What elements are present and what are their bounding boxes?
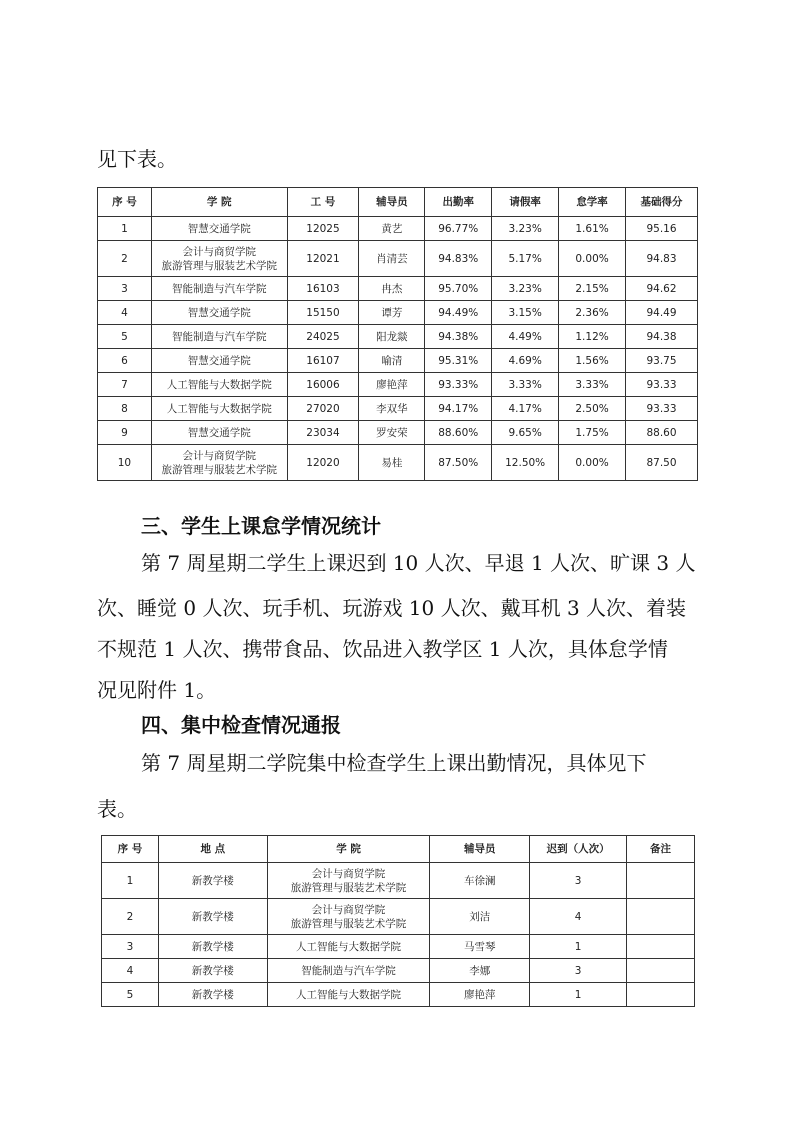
- row-score: 93.75: [626, 349, 698, 373]
- row-late: 3: [530, 959, 627, 983]
- row-late: 4: [530, 899, 627, 935]
- row-attendance: 96.77%: [425, 217, 492, 241]
- row-no: 5: [98, 325, 152, 349]
- row-attendance: 95.31%: [425, 349, 492, 373]
- table-row: [98, 373, 698, 397]
- row-truancy: 0.00%: [559, 445, 626, 481]
- row-college: [151, 373, 287, 397]
- row-college-line: 旅游管理与服装艺术学院: [161, 259, 277, 272]
- section4-heading: 四、集中检查情况通报: [141, 713, 341, 737]
- col-header-leave: 请假率: [492, 188, 559, 217]
- row-attendance: 94.38%: [425, 325, 492, 349]
- col-header-id: 工 号: [287, 188, 359, 217]
- row-college-line: 智慧交通学院: [187, 222, 251, 235]
- table-row: [98, 397, 698, 421]
- section3-line-2: 次、睡觉 0 人次、玩手机、玩游戏 10 人次、戴耳机 3 人次、着装: [97, 596, 687, 620]
- row-score: 94.62: [626, 277, 698, 301]
- row-id: 12020: [287, 445, 359, 481]
- row-id: 16107: [287, 349, 359, 373]
- section3-line-1: 第 7 周星期二学生上课迟到 10 人次、早退 1 人次、旷课 3 人: [141, 551, 696, 575]
- table-row: [102, 899, 695, 935]
- row-no: 7: [98, 373, 152, 397]
- row-college: [151, 301, 287, 325]
- row-counselor: 李双华: [359, 397, 425, 421]
- row-counselor: 冉杰: [359, 277, 425, 301]
- table-row: [98, 349, 698, 373]
- row-college-line: 人工智能与大数据学院: [166, 402, 272, 415]
- row-no: 1: [102, 863, 159, 899]
- row-counselor: 马雪琴: [430, 935, 530, 959]
- col-header-college: 学 院: [151, 188, 287, 217]
- row-attendance: 94.83%: [425, 241, 492, 277]
- row-no: 4: [102, 959, 159, 983]
- row-truancy: 1.12%: [559, 325, 626, 349]
- row-college-line: 人工智能与大数据学院: [166, 378, 272, 391]
- row-late: 1: [530, 935, 627, 959]
- row-truancy: 2.50%: [559, 397, 626, 421]
- section3-heading: 三、学生上课怠学情况统计: [141, 514, 381, 538]
- row-college: [151, 217, 287, 241]
- row-leave: 3.15%: [492, 301, 559, 325]
- row-truancy: 1.61%: [559, 217, 626, 241]
- row-counselor: 谭芳: [359, 301, 425, 325]
- row-college-line: 会计与商贸学院: [311, 867, 386, 880]
- row-college-line: 旅游管理与服装艺术学院: [290, 881, 407, 894]
- table-row: [102, 863, 695, 899]
- row-college: [267, 935, 430, 959]
- row-counselor: 罗安荣: [359, 421, 425, 445]
- row-leave: 3.33%: [492, 373, 559, 397]
- row-id: 16103: [287, 277, 359, 301]
- table-row: [102, 959, 695, 983]
- row-no: 9: [98, 421, 152, 445]
- row-attendance: 93.33%: [425, 373, 492, 397]
- row-counselor: 肖清芸: [359, 241, 425, 277]
- row-id: 15150: [287, 301, 359, 325]
- row-leave: 4.17%: [492, 397, 559, 421]
- col-header-score: 基础得分: [626, 188, 698, 217]
- row-location: 新教学楼: [158, 959, 267, 983]
- row-truancy: 1.75%: [559, 421, 626, 445]
- row-no: 8: [98, 397, 152, 421]
- row-college: [267, 899, 430, 935]
- row-counselor: 黄艺: [359, 217, 425, 241]
- col-header-counselor: 辅导员: [359, 188, 425, 217]
- row-score: 87.50: [626, 445, 698, 481]
- row-truancy: 1.56%: [559, 349, 626, 373]
- row-location: 新教学楼: [158, 983, 267, 1007]
- row-id: 27020: [287, 397, 359, 421]
- row-college: [267, 863, 430, 899]
- row-leave: 4.49%: [492, 325, 559, 349]
- row-college-line: 智慧交通学院: [187, 426, 251, 439]
- row-score: 95.16: [626, 217, 698, 241]
- row-counselor: 刘洁: [430, 899, 530, 935]
- row-late: 1: [530, 983, 627, 1007]
- row-no: 2: [102, 899, 159, 935]
- row-truancy: 2.36%: [559, 301, 626, 325]
- row-college: [151, 241, 287, 277]
- row-truancy: 3.33%: [559, 373, 626, 397]
- section3-line-4: 况见附件 1。: [97, 678, 217, 702]
- row-location: 新教学楼: [158, 863, 267, 899]
- row-no: 1: [98, 217, 152, 241]
- row-score: 93.33: [626, 373, 698, 397]
- row-college: [151, 325, 287, 349]
- row-score: 94.49: [626, 301, 698, 325]
- row-score: 94.83: [626, 241, 698, 277]
- row-counselor: 喻清: [359, 349, 425, 373]
- row-college-line: 智能制造与汽车学院: [301, 964, 396, 977]
- row-attendance: 95.70%: [425, 277, 492, 301]
- row-counselor: 廖艳萍: [430, 983, 530, 1007]
- row-id: 24025: [287, 325, 359, 349]
- table-row: [98, 217, 698, 241]
- row-no: 6: [98, 349, 152, 373]
- row-counselor: 廖艳萍: [359, 373, 425, 397]
- row-no: 3: [102, 935, 159, 959]
- row-location: 新教学楼: [158, 935, 267, 959]
- row-no: 3: [98, 277, 152, 301]
- table-row: [98, 325, 698, 349]
- row-note: [627, 983, 695, 1007]
- row-counselor: 李娜: [430, 959, 530, 983]
- col-header-no: 序 号: [98, 188, 152, 217]
- row-college-line: 人工智能与大数据学院: [296, 940, 402, 953]
- row-leave: 4.69%: [492, 349, 559, 373]
- table-row: [102, 935, 695, 959]
- row-location: 新教学楼: [158, 899, 267, 935]
- row-college-line: 智能制造与汽车学院: [171, 330, 267, 343]
- row-leave: 3.23%: [492, 277, 559, 301]
- row-college-line: 智慧交通学院: [187, 354, 251, 367]
- row-college-line: 人工智能与大数据学院: [296, 988, 402, 1001]
- row-college: [151, 445, 287, 481]
- row-truancy: 0.00%: [559, 241, 626, 277]
- row-note: [627, 863, 695, 899]
- row-college: [267, 959, 430, 983]
- row-no: 2: [98, 241, 152, 277]
- row-college-line: 旅游管理与服装艺术学院: [161, 463, 277, 476]
- row-score: 93.33: [626, 397, 698, 421]
- col-header-attendance: 出勤率: [425, 188, 492, 217]
- row-attendance: 94.17%: [425, 397, 492, 421]
- col-header-note: 备注: [627, 836, 695, 863]
- inspection-table-body: [102, 863, 695, 1007]
- row-note: [627, 959, 695, 983]
- row-college-line: 会计与商贸学院: [182, 449, 256, 462]
- row-college-line: 旅游管理与服装艺术学院: [290, 917, 407, 930]
- row-id: 12021: [287, 241, 359, 277]
- table-row: [102, 983, 695, 1007]
- row-counselor: 阳龙燚: [359, 325, 425, 349]
- attendance-table: [97, 187, 698, 481]
- row-college-line: 会计与商贸学院: [311, 903, 386, 916]
- inspection-table: [101, 835, 695, 1007]
- attendance-table-body: [98, 217, 698, 481]
- section4-line-2: 表。: [97, 797, 137, 821]
- section3-line-3: 不规范 1 人次、携带食品、饮品进入教学区 1 人次，具体怠学情: [97, 637, 668, 661]
- row-attendance: 88.60%: [425, 421, 492, 445]
- col-header-no: 序 号: [102, 836, 159, 863]
- intro-text: 见下表。: [97, 147, 177, 171]
- row-no: 10: [98, 445, 152, 481]
- row-leave: 9.65%: [492, 421, 559, 445]
- row-counselor: 易桂: [359, 445, 425, 481]
- row-college: [151, 277, 287, 301]
- row-id: 23034: [287, 421, 359, 445]
- row-college-line: 智慧交通学院: [187, 306, 251, 319]
- row-note: [627, 899, 695, 935]
- row-note: [627, 935, 695, 959]
- table-row: [98, 277, 698, 301]
- row-id: 16006: [287, 373, 359, 397]
- col-header-college: 学 院: [267, 836, 430, 863]
- row-leave: 3.23%: [492, 217, 559, 241]
- row-college: [151, 421, 287, 445]
- row-score: 94.38: [626, 325, 698, 349]
- row-college: [151, 397, 287, 421]
- col-header-late: 迟到（人次）: [530, 836, 627, 863]
- row-score: 88.60: [626, 421, 698, 445]
- table-row: [98, 241, 698, 277]
- row-no: 5: [102, 983, 159, 1007]
- row-college: [151, 349, 287, 373]
- col-header-truancy: 怠学率: [559, 188, 626, 217]
- table-row: [98, 445, 698, 481]
- row-college-line: 会计与商贸学院: [182, 245, 256, 258]
- row-attendance: 87.50%: [425, 445, 492, 481]
- row-counselor: 车徐澜: [430, 863, 530, 899]
- row-college: [267, 983, 430, 1007]
- row-late: 3: [530, 863, 627, 899]
- row-attendance: 94.49%: [425, 301, 492, 325]
- section4-line-1: 第 7 周星期二学院集中检查学生上课出勤情况，具体见下: [141, 751, 647, 775]
- table-row: [98, 301, 698, 325]
- row-truancy: 2.15%: [559, 277, 626, 301]
- row-leave: 5.17%: [492, 241, 559, 277]
- row-college-line: 智能制造与汽车学院: [171, 282, 267, 295]
- row-leave: 12.50%: [492, 445, 559, 481]
- col-header-location: 地 点: [158, 836, 267, 863]
- table-row: [98, 421, 698, 445]
- col-header-counselor: 辅导员: [430, 836, 530, 863]
- row-id: 12025: [287, 217, 359, 241]
- row-no: 4: [98, 301, 152, 325]
